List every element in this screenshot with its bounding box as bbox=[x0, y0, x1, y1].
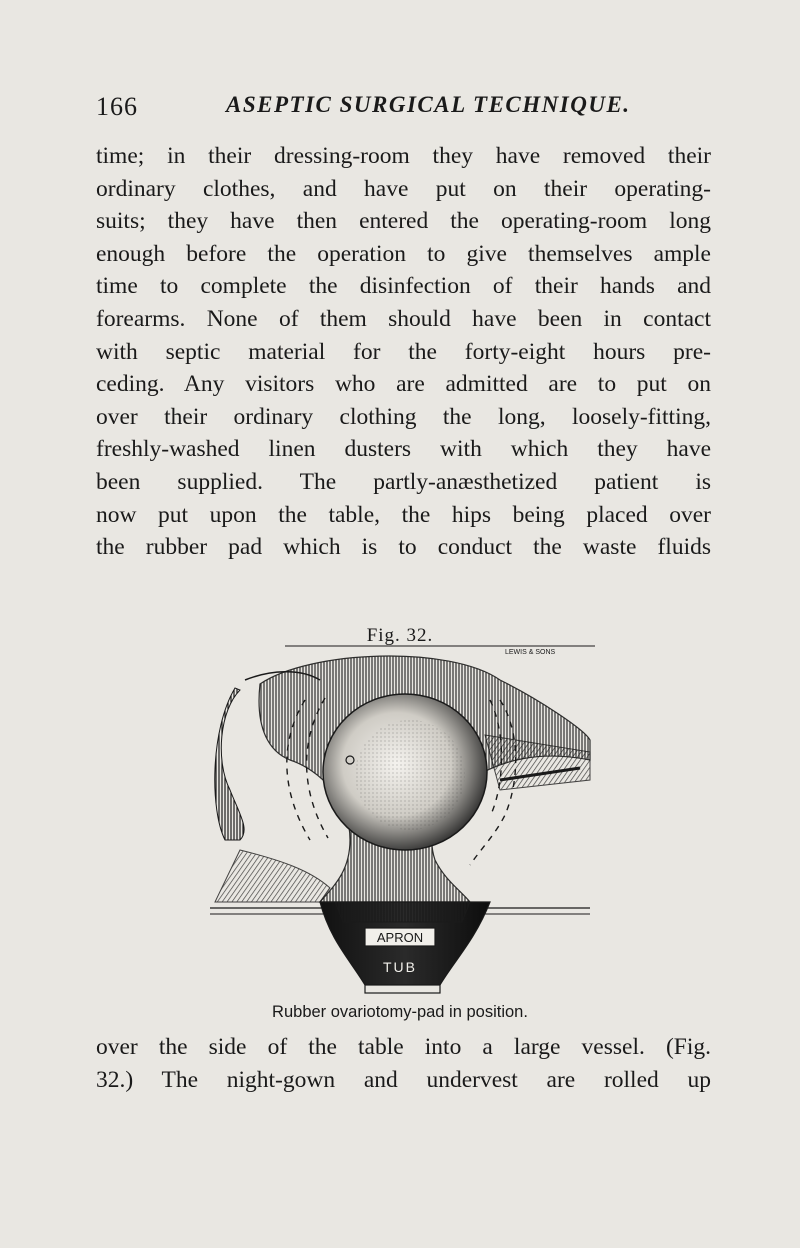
text-line: with septic material for the forty-eight hours pre- bbox=[96, 338, 711, 365]
text-line: 32.) The night-gown and undervest are rolled up bbox=[96, 1066, 711, 1093]
text-line: now put upon the table, the hips being placed over bbox=[96, 501, 711, 528]
figure-caption: Rubber ovariotomy-pad in position. bbox=[272, 1003, 528, 1021]
text-line: over the side of the table into a large vessel. (Fig. bbox=[96, 1034, 711, 1060]
text-line: enough before the operation to give themselves ample bbox=[96, 240, 711, 267]
text-line: over their ordinary clothing the long, loosely-fitting, bbox=[96, 403, 711, 430]
page-header bbox=[0, 92, 800, 132]
text-line: ordinary clothes, and have put on their operating- bbox=[96, 175, 711, 202]
ovariotomy-pad-engraving bbox=[200, 640, 600, 1000]
apron-label: APRON bbox=[376, 930, 424, 945]
figure-label: Fig. 32. bbox=[366, 625, 434, 646]
text-line: time to complete the disinfection of their hands and bbox=[96, 273, 711, 300]
text-line: time; in their dressing-room they have removed their bbox=[96, 143, 711, 169]
text-line: suits; they have then entered the operating-room long bbox=[96, 208, 711, 235]
paragraph-1 bbox=[96, 140, 711, 564]
running-title: ASEPTIC SURGICAL TECHNIQUE. bbox=[226, 92, 631, 117]
text-line: freshly-washed linen dusters with which they have bbox=[96, 436, 711, 463]
engraver-mark: LEWIS & SONS bbox=[505, 649, 556, 656]
text-line: been supplied. The partly-anæsthetized patient is bbox=[96, 468, 711, 495]
figure-illustration bbox=[200, 640, 600, 1000]
tub-label: TUB bbox=[383, 959, 417, 975]
text-line: forearms. None of them should have been in contact bbox=[96, 305, 711, 332]
text-line: ceding. Any visitors who are admitted are to put on bbox=[96, 371, 711, 398]
page-number: 166 bbox=[96, 92, 138, 121]
paragraph-2 bbox=[96, 1031, 711, 1096]
text-line: the rubber pad which is to conduct the waste fluids bbox=[96, 534, 711, 561]
